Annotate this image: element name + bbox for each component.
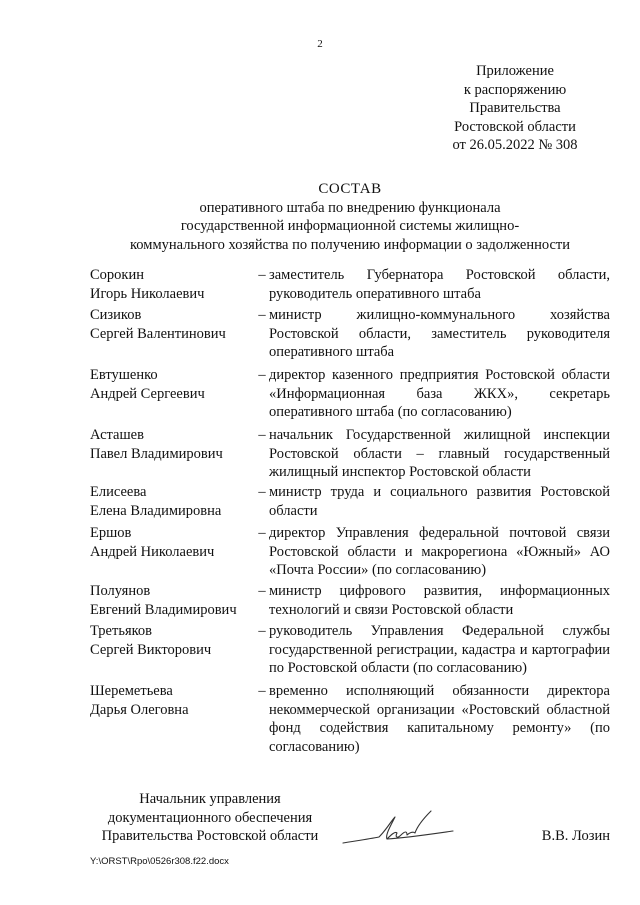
member-row bbox=[90, 306, 610, 366]
member-row bbox=[90, 426, 610, 483]
member-dash: – bbox=[258, 267, 266, 283]
member-name: Евтушенко Андрей Сергеевич bbox=[90, 367, 205, 402]
member-row bbox=[90, 524, 610, 582]
heading-line: государственной информационной системы жилищно- bbox=[180, 218, 520, 234]
file-path: Y:\ORST\Rpo\0526r308.f22.docx bbox=[90, 856, 229, 867]
member-name: Шереметьева Дарья Олеговна bbox=[90, 683, 189, 718]
member-role: директор казенного предприятия Ростовской области «Информационная база ЖКХ», секретарь оперативного штаба (по согласованию) bbox=[269, 367, 610, 420]
member-dash: – bbox=[258, 683, 266, 699]
signer-position: Начальник управления документационного обеспечения Правительства Ростовской области bbox=[101, 791, 319, 844]
page-number: 2 bbox=[317, 38, 323, 50]
member-role: заместитель Губернатора Ростовской области, руководитель оперативного штаба bbox=[269, 267, 610, 302]
member-name: Елисеева Елена Владимировна bbox=[90, 484, 222, 519]
member-role: директор Управления федеральной почтовой связи Ростовской области и макрорегиона «Южный» АО «Почта России» (по согласованию) bbox=[269, 525, 610, 578]
member-name: Третьяков Сергей Викторович bbox=[90, 623, 212, 658]
member-name: Асташев Павел Владимирович bbox=[90, 427, 223, 462]
member-dash: – bbox=[258, 623, 266, 639]
member-row bbox=[90, 366, 610, 426]
member-row bbox=[90, 582, 610, 622]
member-role: министр жилищно-коммунального хозяйства Ростовской области, заместитель руководителя оперативного штаба bbox=[269, 307, 610, 360]
member-dash: – bbox=[258, 367, 266, 383]
member-name: Ершов Андрей Николаевич bbox=[90, 525, 215, 560]
member-role: министр труда и социального развития Ростовской области bbox=[269, 484, 610, 519]
document-heading bbox=[80, 180, 620, 254]
signer-name: В.В. Лозин bbox=[541, 828, 610, 844]
members-list bbox=[90, 266, 610, 760]
member-dash: – bbox=[258, 525, 266, 541]
member-role: временно исполняющий обязанности директора некоммерческой организации «Ростовский областной фонд содействия капитальному ремонту» (по согласованию) bbox=[269, 683, 610, 755]
member-dash: – bbox=[258, 307, 266, 323]
member-name: Полуянов Евгений Владимирович bbox=[90, 583, 237, 618]
member-dash: – bbox=[258, 484, 266, 500]
member-name: Сорокин Игорь Николаевич bbox=[90, 267, 205, 302]
member-row bbox=[90, 483, 610, 524]
member-role: начальник Государственной жилищной инспекции Ростовской области – главный государственный жилищный инспектор Ростовской области bbox=[269, 427, 610, 480]
member-row bbox=[90, 682, 610, 760]
appendix-block bbox=[430, 62, 600, 155]
member-name: Сизиков Сергей Валентинович bbox=[90, 307, 226, 342]
heading-line: оперативного штаба по внедрению функционала bbox=[199, 199, 501, 216]
appendix-line: к распоряжению bbox=[463, 81, 567, 98]
handwritten-signature bbox=[335, 805, 475, 855]
member-dash: – bbox=[258, 583, 266, 599]
appendix-line: Ростовской области bbox=[454, 118, 576, 135]
member-row bbox=[90, 622, 610, 682]
member-role: министр цифрового развития, информационных технологий и связи Ростовской области bbox=[269, 583, 610, 618]
member-role: руководитель Управления Федеральной службы государственной регистрации, кадастра и картографии по Ростовской области (по согласованию) bbox=[269, 623, 610, 676]
appendix-line: Приложение bbox=[476, 63, 554, 79]
member-row bbox=[90, 266, 610, 306]
heading-line: коммунального хозяйства по получению информации о задолженности bbox=[129, 236, 570, 253]
appendix-line: Правительства bbox=[469, 100, 561, 116]
member-dash: – bbox=[258, 427, 266, 443]
document-title: СОСТАВ bbox=[318, 181, 382, 197]
appendix-line: от 26.05.2022 № 308 bbox=[452, 137, 578, 153]
